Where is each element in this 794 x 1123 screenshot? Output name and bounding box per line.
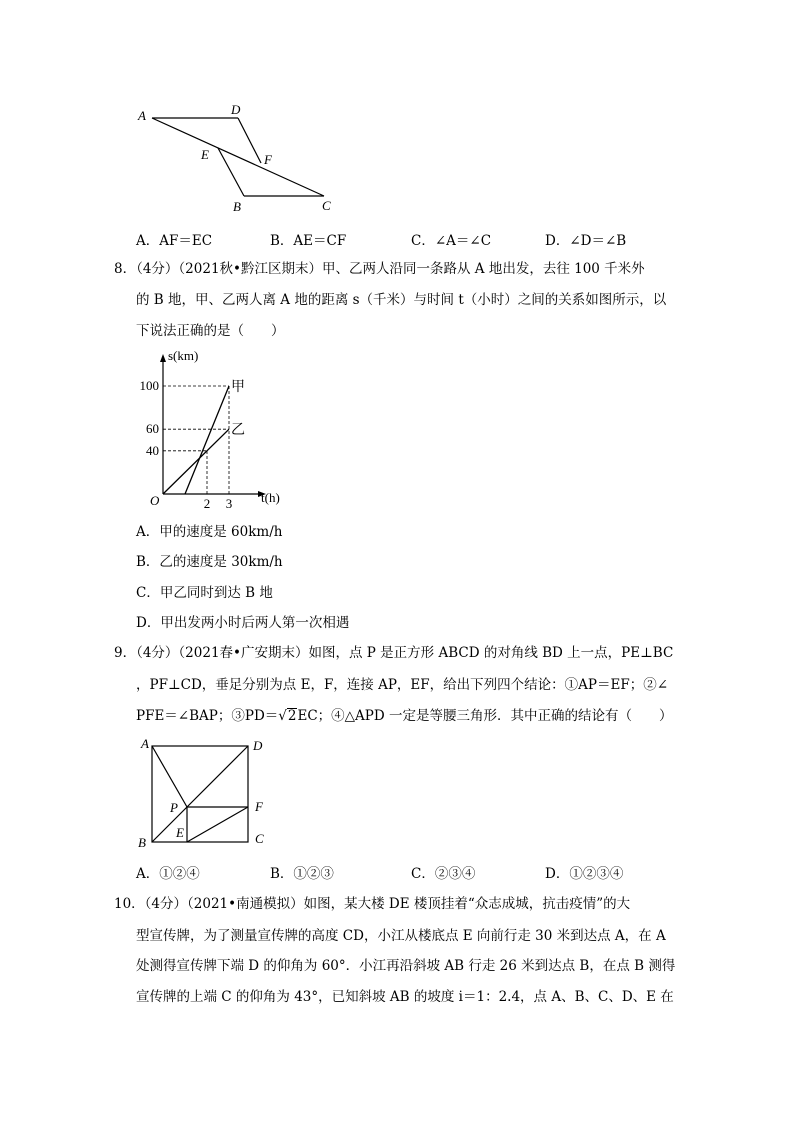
q9-line-3-start: PFE＝∠BAP；③PD＝ <box>136 708 279 724</box>
q10-line-4: 宣传牌的上端 C 的仰角为 43°，已知斜坡 AB 的坡度 i＝1：2.4，点 A、B、C、D、E 在 <box>136 989 674 1005</box>
q8-option-d: D．甲出发两小时后两人第一次相遇 <box>136 615 350 631</box>
y-tick-label-100: 100 <box>139 378 159 393</box>
series-line-yi <box>163 429 229 494</box>
label-E: E <box>176 825 184 840</box>
series-label-jia: 甲 <box>231 380 245 395</box>
q8-option-b: B．乙的速度是 30km/h <box>136 554 283 570</box>
q9-option-a: A．①②④ <box>136 866 200 882</box>
origin-label: O <box>150 493 160 508</box>
seg-EB <box>218 148 244 196</box>
q8-line-2: 的 B 地，甲、乙两人离 A 地的距离 s（千米）与时间 t（小时）之间的关系如图所示，以 <box>136 292 667 308</box>
q7-option-d: D．∠D＝∠B <box>545 233 627 249</box>
y-tick-label-60: 60 <box>146 421 159 437</box>
q9-line-1: 9．（4分）（2021春•广安期末）如图，点 P 是正方形 ABCD 的对角线 BD 上一点，PE⊥BC <box>114 645 674 661</box>
square-figure <box>138 736 278 852</box>
distance-time-chart <box>130 342 300 512</box>
label-D: D <box>253 738 263 753</box>
label-E: E <box>201 147 209 162</box>
label-F: F <box>255 799 263 814</box>
sqrt-expression <box>278 706 297 726</box>
seg-EF <box>187 807 248 842</box>
seg-AP <box>152 746 187 807</box>
parallelogram-figure <box>130 96 350 220</box>
label-B: B <box>233 199 241 214</box>
y-axis-arrow <box>160 354 166 362</box>
q9-option-b: B．①②③ <box>270 866 334 882</box>
y-axis-label: s(km) <box>168 348 199 363</box>
q10-line-1: 10．（4分）（2021•南通模拟）如图，某大楼 DE 楼顶挂着“众志成城，抗击疫情”的大 <box>114 896 631 912</box>
q10-line-3: 处测得宣传牌下端 D 的仰角为 60°．小江再沿斜坡 AB 行走 26 米到达点 B，在点 B 测得 <box>136 958 676 974</box>
label-A: A <box>141 736 149 751</box>
x-tick-label-2: 2 <box>203 496 211 511</box>
label-C: C <box>255 831 264 846</box>
q9-line-3-end: EC；④△APD 一定是等腰三角形．其中正确的结论有（ ） <box>297 708 673 724</box>
label-B: B <box>138 835 146 850</box>
sqrt-radicand: 2 <box>287 708 297 724</box>
q7-option-b: B．AE＝CF <box>270 233 347 249</box>
q9-line-2: ，PF⊥CD，垂足分别为点 E，F，连接 AP，EF，给出下列四个结论：①AP＝EF；②∠ <box>136 677 669 693</box>
label-A: A <box>138 108 146 123</box>
sqrt-sign: √ <box>278 708 287 724</box>
x-axis-label: t(h) <box>261 490 280 505</box>
q9-option-c: C．②③④ <box>411 866 476 882</box>
q9-option-d: D．①②③④ <box>545 866 624 882</box>
x-tick-label-3: 3 <box>225 496 233 511</box>
q9-line-3 <box>136 706 673 726</box>
label-C: C <box>322 198 331 213</box>
q10-line-2: 型宣传牌，为了测量宣传牌的高度 CD，小江从楼底点 E 向前行走 30 米到达点 A，在 A <box>136 928 666 944</box>
q8-option-a: A．甲的速度是 60km/h <box>136 524 283 540</box>
q8-line-1: 8．（4分）（2021秋•黔江区期末）甲、乙两人沿同一条路从 A 地出发，去往 100 千米外 <box>114 261 645 277</box>
diagonal-BD <box>152 746 248 842</box>
q8-line-3: 下说法正确的是（ ） <box>136 323 285 339</box>
q7-option-a: A．AF＝EC <box>136 233 213 249</box>
label-D: D <box>231 102 241 117</box>
q7-option-c: C．∠A＝∠C <box>411 233 492 249</box>
y-tick-label-40: 40 <box>146 442 159 458</box>
seg-DF <box>238 118 261 163</box>
series-label-yi: 乙 <box>231 423 245 439</box>
label-P: P <box>170 800 178 815</box>
label-F: F <box>264 152 272 167</box>
q8-option-c: C．甲乙同时到达 B 地 <box>136 585 273 601</box>
